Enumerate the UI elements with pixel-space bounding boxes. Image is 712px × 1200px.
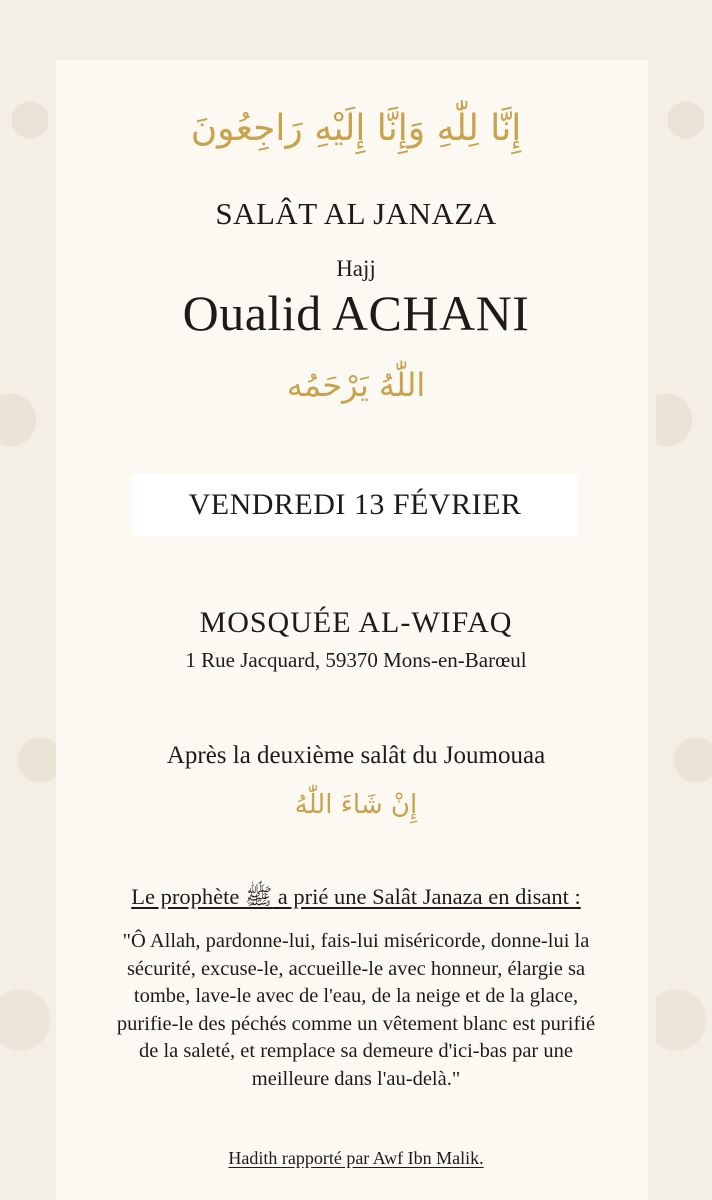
honorific: Hajj: [336, 256, 376, 281]
arabic-insha-allah: إِنْ شَاءَ اللّٰهُ: [294, 790, 418, 820]
mosque-name: MOSQUÉE AL-WIFAQ: [199, 606, 513, 639]
mosque-address: 1 Rue Jacquard, 59370 Mons-en-Barœul: [185, 648, 527, 672]
arabic-verse-top: إِنَّا لِلّٰهِ وَإِنَّا إِلَيْهِ رَاجِعُونَ: [190, 108, 522, 149]
deceased-name: Oualid ACHANI: [182, 285, 530, 341]
date-text: VENDREDI 13 FÉVRIER: [188, 488, 522, 521]
prayer-time-info: Après la deuxième salât du Joumouaa: [166, 742, 546, 769]
hadith-quote: "Ô Allah, pardonne-lui, fais-lui miséricorde, donne-lui la sécurité, excuse-le, accueille-le avec honneur, élargie sa tombe, lave-le avec de l'eau, de la neige et de la glace, purifie-le des péchés comme un vêtement blanc est purifié de la saleté, et remplace sa demeure d'ici-bas par une meilleure dans l'au-delà.": [116, 930, 596, 1090]
arabic-mercy-phrase: اللّٰهُ يَرْحَمُه: [286, 366, 426, 404]
prophet-intro-line: Le prophète ﷺ a prié une Salât Janaza en disant :: [131, 884, 581, 909]
date-banner: [132, 474, 578, 536]
left-pattern-border: [0, 0, 56, 1200]
right-pattern-border: [656, 0, 712, 1200]
announcement-title: SALÂT AL JANAZA: [215, 196, 497, 231]
hadith-source: Hadith rapporté par Awf Ibn Malik.: [228, 1148, 484, 1168]
